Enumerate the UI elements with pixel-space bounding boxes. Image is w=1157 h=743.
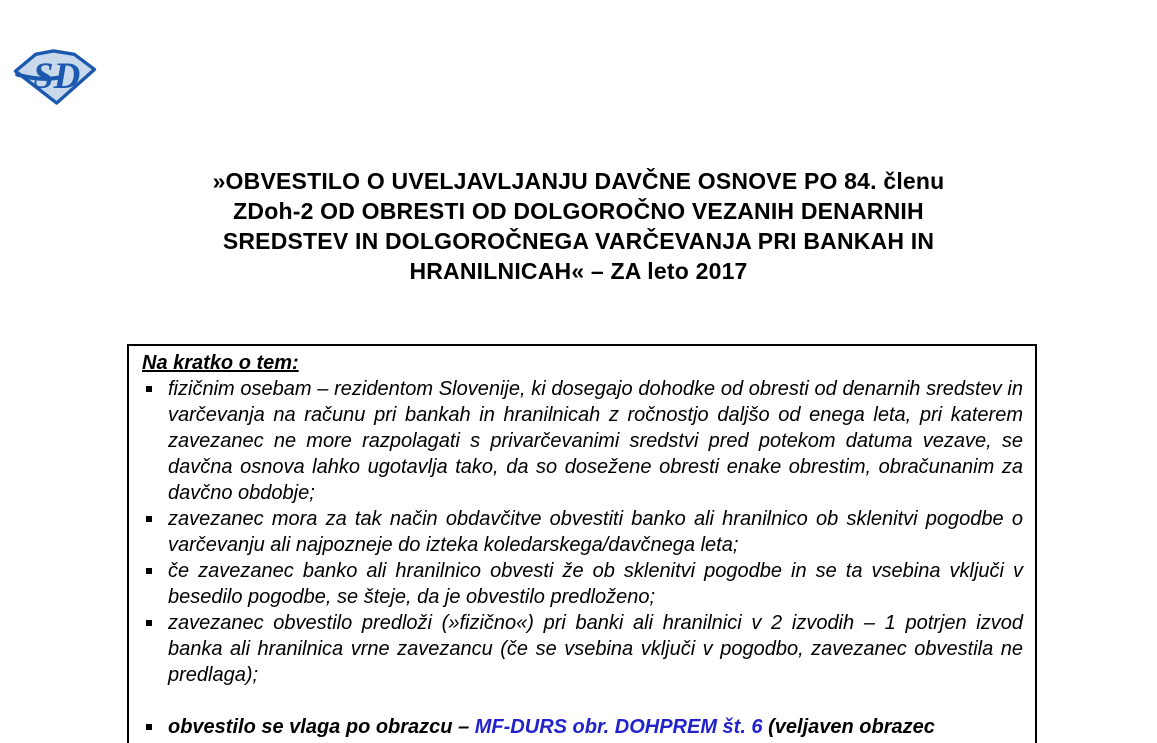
bullet-item-form bbox=[142, 714, 1023, 740]
final-bullet-suffix: (veljaven obrazec bbox=[762, 716, 935, 738]
final-bullet-prefix: obvestilo se vlaga po obrazcu – bbox=[168, 716, 475, 738]
summary-box-heading: Na kratko o tem: bbox=[142, 352, 299, 374]
summary-bullet-list bbox=[142, 376, 1023, 740]
sd-diamond-logo bbox=[13, 48, 97, 106]
title-line-3: SREDSTEV IN DOLGOROČNEGA VARČEVANJA PRI BANKAH IN bbox=[222, 228, 935, 254]
summary-box bbox=[127, 344, 1037, 743]
title-line-2: ZDoh-2 OD OBRESTI OD DOLGOROČNO VEZANIH DENARNIH bbox=[233, 198, 924, 224]
bullet-item-3: če zavezanec banko ali hranilnico obvesti že ob sklenitvi pogodbe in se ta vsebina vključi v besedilo pogodbe, se šteje, da je obvestilo predloženo; bbox=[142, 558, 1023, 610]
bullet-item-1: fizičnim osebam – rezidentom Slovenije, ki dosegajo dohodke od obresti od denarnih sredstev in varčevanja na računu pri bankah in hranilnicah z ročnostjo daljšo od enega leta, pri katerem zavezanec ne more razpolagati s privarčevanimi sredstvi pred potekom datuma vezave, se davčna osnova lahko ugotavlja tako, da so dosežene obresti enake obrestim, obračunanim za davčno obdobje; bbox=[142, 376, 1023, 506]
form-name-link[interactable]: MF-DURS obr. DOHPREM št. 6 bbox=[474, 716, 763, 738]
logo-letters: SD bbox=[33, 54, 81, 96]
bullet-item-4: zavezanec obvestilo predloži (»fizično«) pri banki ali hranilnici v 2 izvodih – 1 potrjen izvod banka ali hranilnica vrne zavezancu (če se vsebina vključi v pogodbo, zavezanec obvestila ne predlaga); bbox=[142, 610, 1023, 688]
document-title bbox=[0, 166, 1157, 286]
title-line-1: »OBVESTILO O UVELJAVLJANJU DAVČNE OSNOVE PO 84. členu bbox=[212, 168, 945, 194]
title-line-4: HRANILNICAH« – ZA leto 2017 bbox=[409, 258, 748, 284]
bullet-item-2: zavezanec mora za tak način obdavčitve obvestiti banko ali hranilnico ob sklenitvi pogodbe o varčevanju ali najpozneje do izteka koledarskega/davčnega leta; bbox=[142, 506, 1023, 558]
